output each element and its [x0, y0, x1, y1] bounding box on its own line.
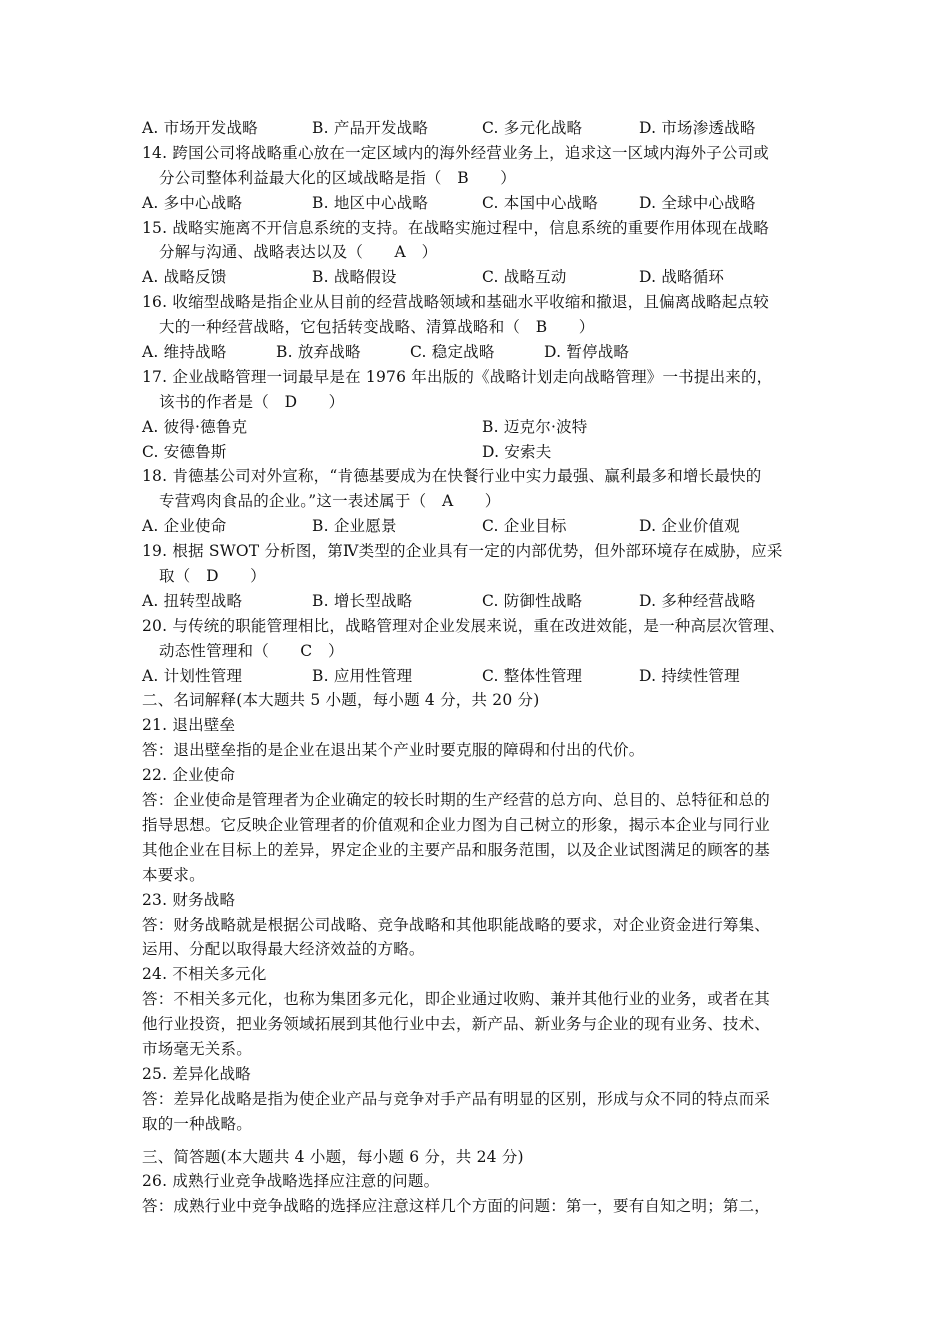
options-row	[142, 265, 822, 290]
option-a: A. 计划性管理	[142, 666, 243, 685]
option-a: A. 市场开发战略	[142, 119, 258, 137]
options-row	[142, 415, 822, 440]
term-answer: 运用、分配以取得最大经济效益的方略。	[142, 940, 425, 959]
option-a: A. 彼得·德鲁克	[142, 417, 248, 436]
option-a: A. 企业使命	[142, 517, 227, 536]
question-text: 动态性管理和（ C ）	[159, 641, 344, 660]
section-gap	[142, 1137, 822, 1145]
question-text: 18. 肯德基公司对外宣称，“肯德基要成为在快餐行业中实力最强、赢利最多和增长最快的	[142, 467, 762, 486]
section-heading: 三、简答题(本大题共 4 小题，每小题 6 分，共 24 分)	[142, 1147, 524, 1166]
option-b: B. 应用性管理	[312, 666, 413, 685]
option-c: C. 安德鲁斯	[142, 442, 227, 461]
options-q13	[142, 116, 822, 141]
question-16	[142, 290, 822, 365]
option-b: B. 战略假设	[312, 268, 397, 287]
option-b: B. 迈克尔·波特	[482, 417, 588, 436]
question-text: 分公司整体利益最大化的区域战略是指（ B ）	[159, 168, 516, 187]
question-17	[142, 365, 822, 465]
term-23	[142, 888, 822, 963]
term-answer: 答：退出壁垒指的是企业在退出某个产业时要克服的障碍和付出的代价。	[142, 741, 645, 760]
options-row	[142, 589, 822, 614]
term-answer: 答：财务战略就是根据公司战略、竞争战略和其他职能战略的要求，对企业资金进行筹集、	[142, 915, 771, 934]
option-d: D. 全球中心战略	[639, 193, 756, 212]
term-answer: 答：不相关多元化，也称为集团多元化，即企业通过收购、兼并其他行业的业务，或者在其	[142, 990, 771, 1009]
option-a: A. 扭转型战略	[142, 591, 243, 610]
option-d: D. 市场渗透战略	[639, 119, 756, 137]
option-a: A. 战略反馈	[142, 268, 227, 287]
options-row	[142, 340, 822, 365]
term-25	[142, 1062, 822, 1137]
option-c: C. 防御性战略	[482, 591, 583, 610]
question-title: 26. 成熟行业竞争战略选择应注意的问题。	[142, 1172, 440, 1191]
option-a: A. 多中心战略	[142, 193, 243, 212]
question-text: 专营鸡肉食品的企业。”这一表述属于（ A ）	[159, 492, 501, 511]
question-text: 20. 与传统的职能管理相比，战略管理对企业发展来说，重在改进效能，是一种高层次管理、	[142, 616, 785, 635]
term-answer: 市场毫无关系。	[142, 1039, 252, 1058]
option-c: C. 战略互动	[482, 268, 567, 287]
option-c: C. 稳定战略	[410, 343, 495, 362]
option-c: C. 整体性管理	[482, 666, 583, 685]
question-text: 15. 战略实施离不开信息系统的支持。在战略实施过程中，信息系统的重要作用体现在战略	[142, 218, 769, 237]
question-text: 该书的作者是（ D ）	[159, 392, 345, 411]
term-answer: 取的一种战略。	[142, 1114, 252, 1133]
term-22	[142, 763, 822, 887]
section-heading: 二、名词解释(本大题共 5 小题，每小题 4 分，共 20 分)	[142, 691, 540, 710]
term-answer: 本要求。	[142, 865, 205, 884]
document-body	[142, 116, 822, 1219]
option-d: D. 持续性管理	[639, 666, 740, 685]
option-c: C. 本国中心战略	[482, 193, 598, 212]
question-text: 19. 根据 SWOT 分析图，第Ⅳ类型的企业具有一定的内部优势，但外部环境存在威胁，应采	[142, 542, 783, 561]
question-15	[142, 216, 822, 291]
option-b: B. 地区中心战略	[312, 193, 429, 212]
term-title: 24. 不相关多元化	[142, 965, 267, 984]
option-b: B. 放弃战略	[276, 343, 361, 362]
option-c: C. 多元化战略	[482, 119, 583, 137]
option-b: B. 增长型战略	[312, 591, 413, 610]
question-text: 14. 跨国公司将战略重心放在一定区域内的海外经营业务上，追求这一区域内海外子公司或	[142, 143, 769, 162]
options-row	[142, 514, 822, 539]
option-b: B. 企业愿景	[312, 517, 397, 536]
term-title: 22. 企业使命	[142, 766, 236, 785]
question-text: 16. 收缩型战略是指企业从目前的经营战略领域和基础水平收缩和撤退，且偏离战略起点较	[142, 293, 769, 312]
term-answer: 他行业投资，把业务领域拓展到其他行业中去，新产品、新业务与企业的现有业务、技术、	[142, 1015, 771, 1034]
option-d: D. 战略循环	[639, 268, 725, 287]
options-row	[142, 191, 822, 216]
option-a: A. 维持战略	[142, 343, 227, 362]
term-answer: 指导思想。它反映企业管理者的价值观和企业力图为自己树立的形象，揭示本企业与同行业	[142, 815, 771, 834]
options-row	[142, 664, 822, 689]
term-answer: 其他企业在目标上的差异，界定企业的主要产品和服务范围，以及企业试图满足的顾客的基	[142, 840, 771, 859]
question-14	[142, 141, 822, 216]
term-24	[142, 962, 822, 1062]
term-title: 25. 差异化战略	[142, 1064, 251, 1083]
question-18	[142, 464, 822, 539]
term-21	[142, 713, 822, 763]
question-20	[142, 614, 822, 689]
option-d: D. 企业价值观	[639, 517, 740, 536]
question-text: 取（ D ）	[159, 567, 266, 586]
question-text: 分解与沟通、战略表达以及（ A ）	[159, 243, 438, 262]
options-row	[142, 440, 822, 465]
option-d: D. 安索夫	[482, 442, 552, 461]
term-title: 21. 退出壁垒	[142, 716, 236, 735]
question-19	[142, 539, 822, 614]
option-d: D. 暂停战略	[544, 343, 630, 362]
term-title: 23. 财务战略	[142, 890, 236, 909]
question-text: 大的一种经营战略，它包括转变战略、清算战略和（ B ）	[159, 318, 595, 337]
term-answer: 答：企业使命是管理者为企业确定的较长时期的生产经营的总方向、总目的、总特征和总的	[142, 791, 771, 810]
option-d: D. 多种经营战略	[639, 591, 756, 610]
option-b: B. 产品开发战略	[312, 119, 429, 137]
question-answer: 答：成熟行业中竞争战略的选择应注意这样几个方面的问题：第一，要有自知之明；第二，	[142, 1197, 771, 1216]
term-answer: 答：差异化战略是指为使企业产品与竞争对手产品有明显的区别，形成与众不同的特点而采	[142, 1089, 771, 1108]
question-text: 17. 企业战略管理一词最早是在 1976 年出版的《战略计划走向战略管理》一书提出来的，	[142, 367, 773, 386]
option-c: C. 企业目标	[482, 517, 567, 536]
